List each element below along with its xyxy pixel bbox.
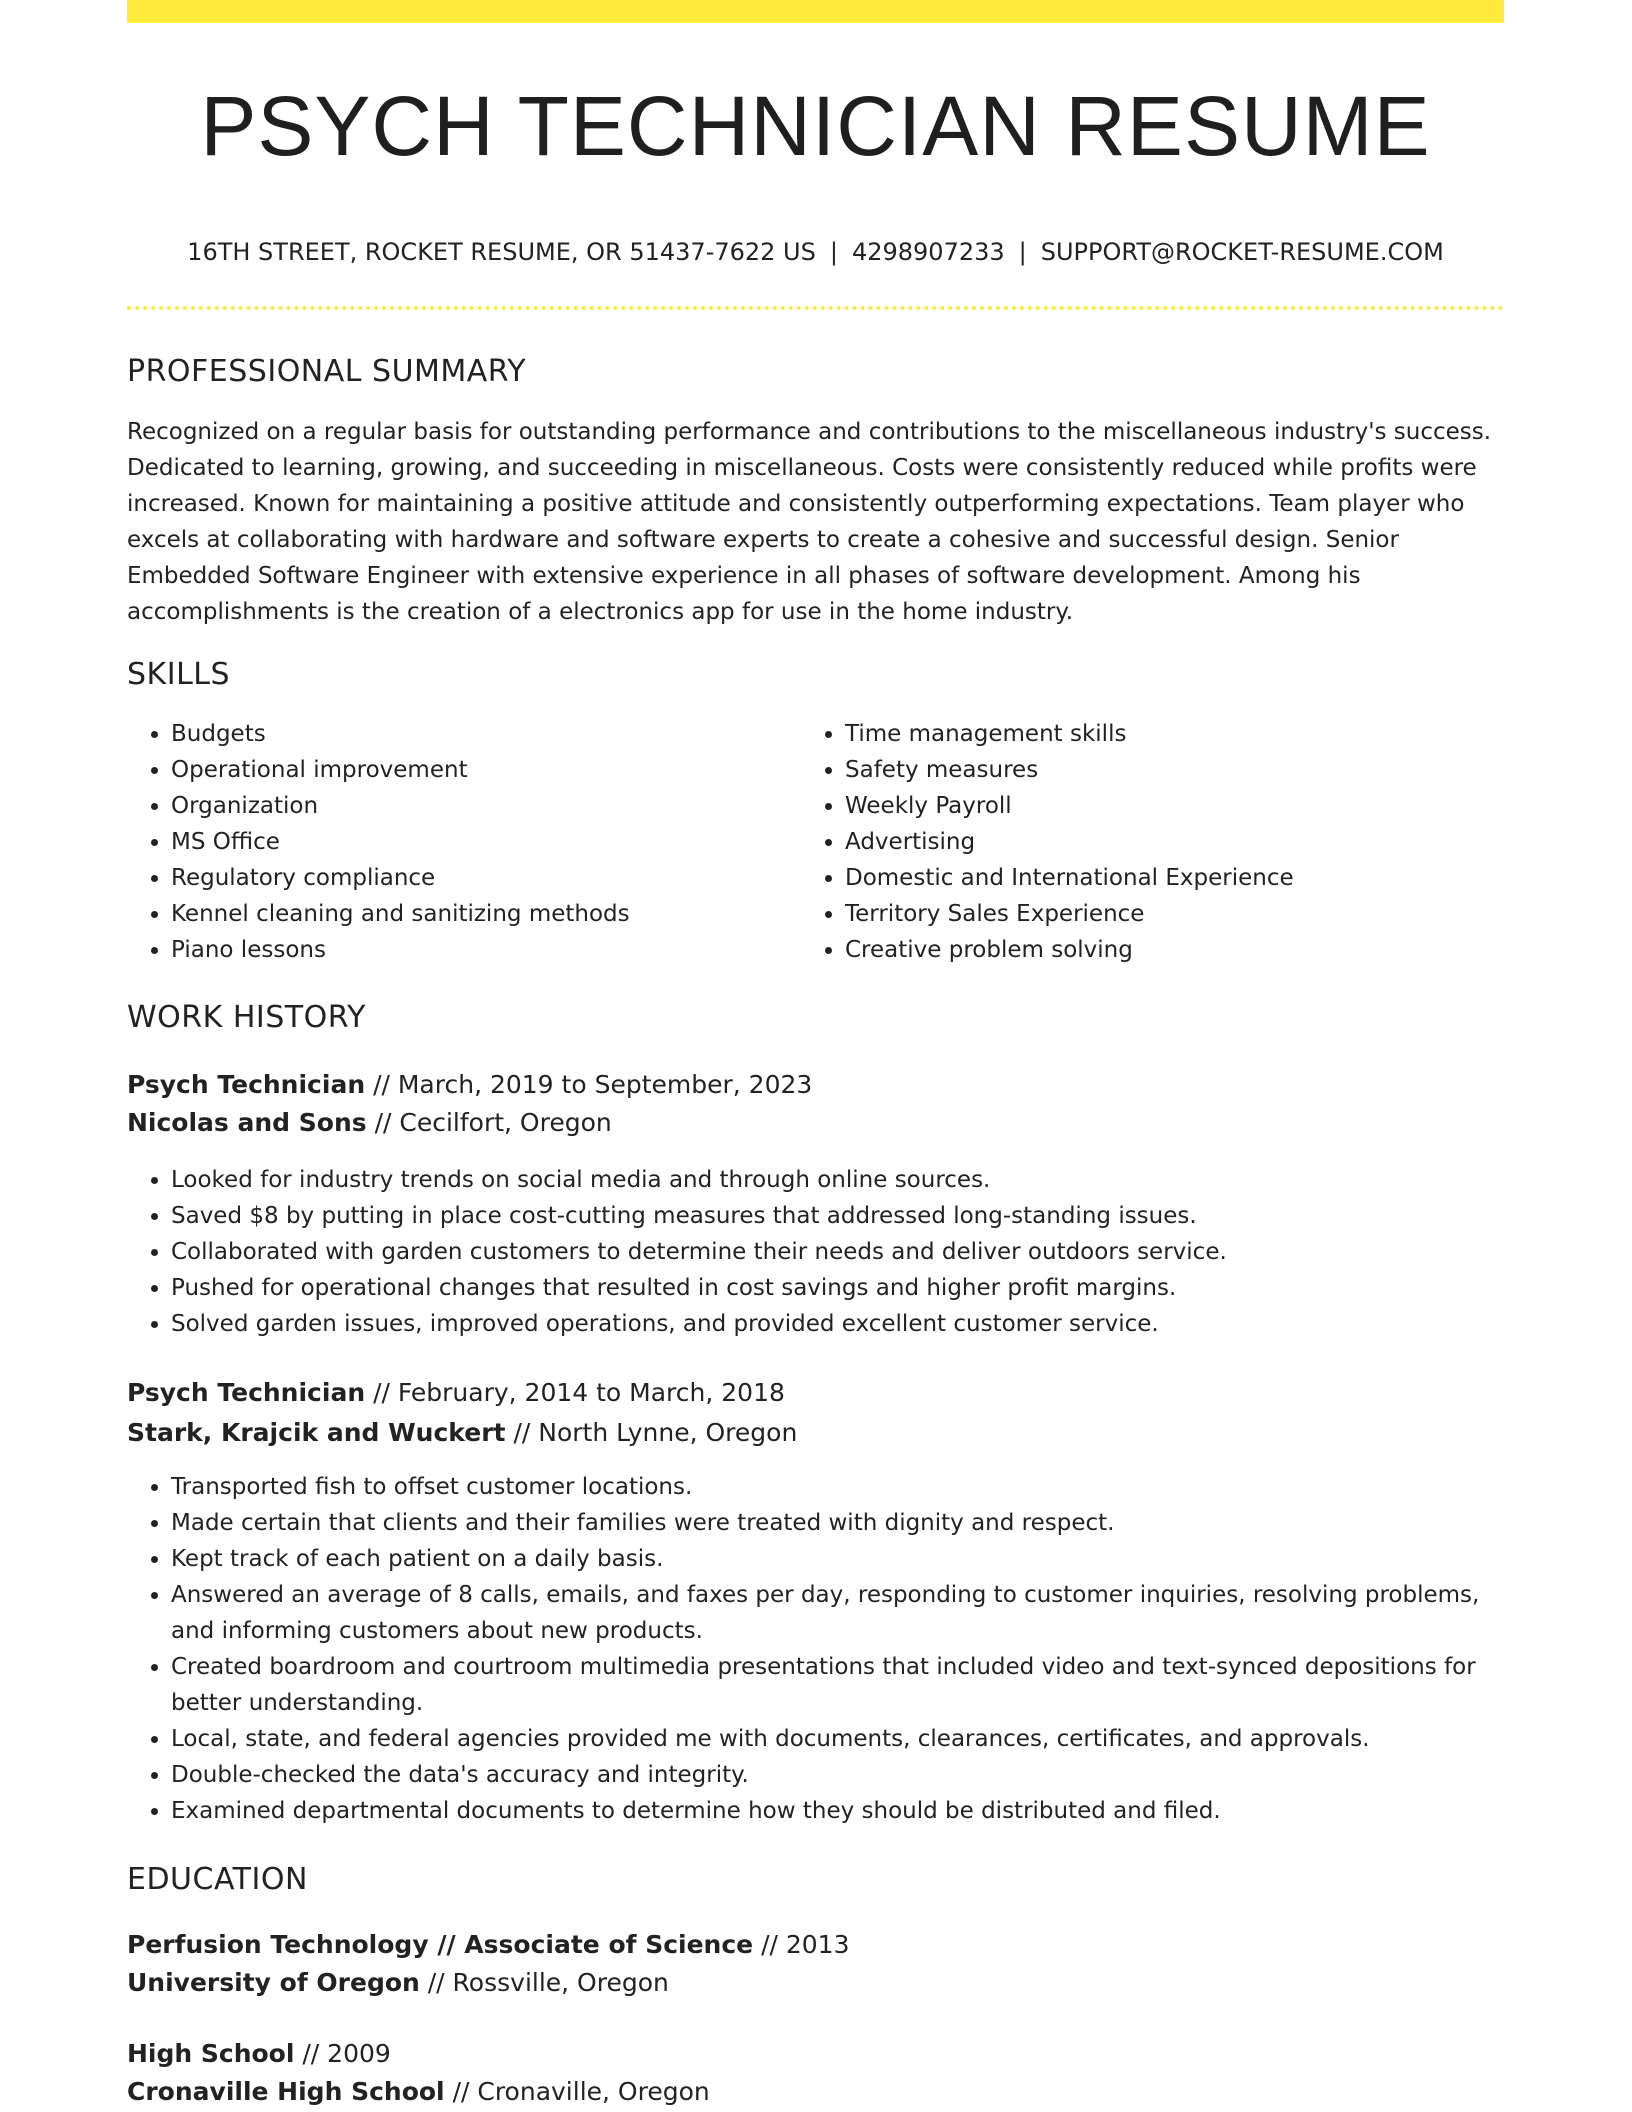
- contact-line: [127, 238, 1504, 266]
- dotted-divider: [127, 306, 1504, 310]
- contact-separator: |: [1018, 238, 1027, 266]
- skill-item: • Creative problem solving: [845, 932, 1505, 968]
- job-bullet: • Transported fish to offset customer locations.: [171, 1469, 1504, 1505]
- education-school: Cronaville High School: [127, 2077, 445, 2106]
- education-degree: Perfusion Technology // Associate of Science: [127, 1930, 754, 1959]
- job-bullet: • Created boardroom and courtroom multimedia presentations that included video and text-synced depositions for better understanding.: [171, 1649, 1504, 1721]
- job-location: // North Lynne, Oregon: [505, 1418, 798, 1447]
- education-degree-line: [127, 2039, 391, 2068]
- job-bullet: • Made certain that clients and their families were treated with dignity and respect.: [171, 1505, 1504, 1541]
- job-location: // Cecilfort, Oregon: [366, 1108, 612, 1137]
- skills-heading: SKILLS: [127, 657, 231, 692]
- job-title-line: [127, 1070, 812, 1099]
- skill-item: • Piano lessons: [171, 932, 791, 968]
- contact-phone: 4298907233: [851, 238, 1005, 266]
- education-location: // Rossville, Oregon: [419, 1968, 669, 1997]
- job-company-line: [127, 1418, 797, 1447]
- education-year: // 2009: [294, 2039, 391, 2068]
- summary-heading: PROFESSIONAL SUMMARY: [127, 354, 527, 389]
- skills-list-right: [801, 716, 1505, 968]
- summary-text: Recognized on a regular basis for outstanding performance and contributions to the miscellaneous industry's success. Dedicated to learning, growing, and succeeding in miscellaneous. Costs were consistently reduced while profits were increased. Known for maintaining a positive attitude and consistently outperforming expectations. Team player who excels at collaborating with hardware and software experts to create a cohesive and successful design. Senior Embedded Software Engineer with extensive experience in all phases of software development. Among his accomplishments is the creation of a electronics app for use in the home industry.: [127, 419, 1492, 625]
- education-degree: High School: [127, 2039, 295, 2068]
- job-bullet: • Double-checked the data's accuracy and integrity.: [171, 1757, 1504, 1793]
- job-bullet: • Pushed for operational changes that resulted in cost savings and higher profit margins.: [171, 1270, 1504, 1306]
- skill-item: • Time management skills: [845, 716, 1505, 752]
- top-accent-bar: [127, 0, 1504, 23]
- job-title: Psych Technician: [127, 1070, 366, 1099]
- skill-item: • Organization: [171, 788, 791, 824]
- work-heading: WORK HISTORY: [127, 1000, 366, 1035]
- skill-item: • Domestic and International Experience: [845, 860, 1505, 896]
- job-company: Nicolas and Sons: [127, 1108, 367, 1137]
- skill-item: • Territory Sales Experience: [845, 896, 1505, 932]
- job-title-line: [127, 1378, 785, 1407]
- job-bullets: [127, 1469, 1504, 1829]
- skill-item: • Safety measures: [845, 752, 1505, 788]
- job-bullets: [127, 1162, 1504, 1342]
- skill-item: • Kennel cleaning and sanitizing methods: [171, 896, 791, 932]
- contact-separator: |: [829, 238, 838, 266]
- job-bullet: • Solved garden issues, improved operations, and provided excellent customer service.: [171, 1306, 1504, 1342]
- skill-item: • MS Office: [171, 824, 791, 860]
- skill-item: • Advertising: [845, 824, 1505, 860]
- skill-item: • Operational improvement: [171, 752, 791, 788]
- contact-email: SUPPORT@ROCKET-RESUME.COM: [1040, 238, 1444, 266]
- education-year: // 2013: [753, 1930, 850, 1959]
- job-dates: // March, 2019 to September, 2023: [365, 1070, 813, 1099]
- education-degree-line: [127, 1930, 850, 1959]
- job-bullet: • Collaborated with garden customers to determine their needs and deliver outdoors service.: [171, 1234, 1504, 1270]
- job-company: Stark, Krajcik and Wuckert: [127, 1418, 506, 1447]
- skills-list-left: [127, 716, 791, 968]
- education-location: // Cronaville, Oregon: [444, 2077, 710, 2106]
- skill-item: • Regulatory compliance: [171, 860, 791, 896]
- job-bullet: • Kept track of each patient on a daily basis.: [171, 1541, 1504, 1577]
- education-school-line: [127, 2077, 710, 2106]
- contact-address: 16TH STREET, ROCKET RESUME, OR 51437-7622 US: [187, 238, 816, 266]
- job-title: Psych Technician: [127, 1378, 366, 1407]
- education-school: University of Oregon: [127, 1968, 420, 1997]
- skill-item: • Budgets: [171, 716, 791, 752]
- education-school-line: [127, 1968, 669, 1997]
- job-company-line: [127, 1108, 612, 1137]
- skill-item: • Weekly Payroll: [845, 788, 1505, 824]
- job-bullet: • Local, state, and federal agencies provided me with documents, clearances, certificates, and approvals.: [171, 1721, 1504, 1757]
- job-dates: // February, 2014 to March, 2018: [365, 1378, 785, 1407]
- job-bullet: • Looked for industry trends on social media and through online sources.: [171, 1162, 1504, 1198]
- job-bullet: • Saved $8 by putting in place cost-cutting measures that addressed long-standing issues.: [171, 1198, 1504, 1234]
- job-bullet: • Examined departmental documents to determine how they should be distributed and filed.: [171, 1793, 1504, 1829]
- job-bullet: • Answered an average of 8 calls, emails, and faxes per day, responding to customer inquiries, resolving problems, and informing customers about new products.: [171, 1577, 1504, 1649]
- education-heading: EDUCATION: [127, 1862, 308, 1897]
- resume-title: PSYCH TECHNICIAN RESUME: [200, 79, 1431, 173]
